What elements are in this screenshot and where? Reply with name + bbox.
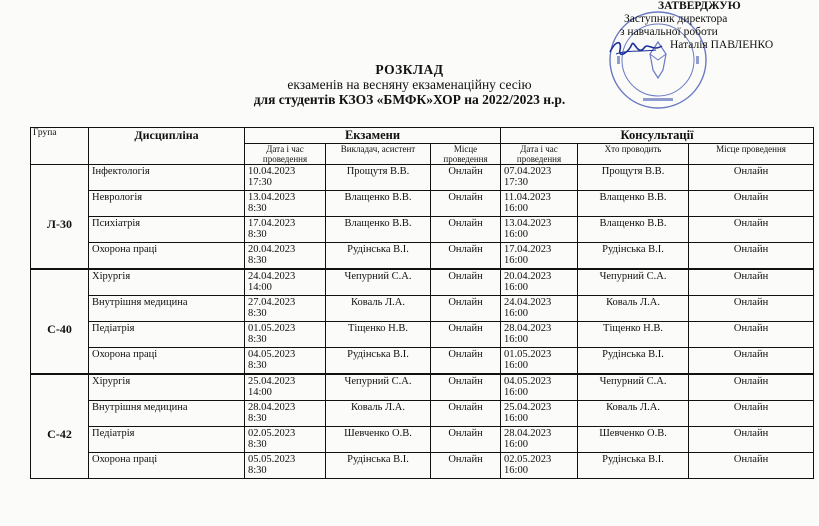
exam-time: 8:30: [248, 360, 267, 371]
approval-position: Заступник директора: [624, 13, 728, 25]
cons-date: 04.05.2023: [504, 376, 552, 387]
discipline: Охорона праці: [89, 243, 245, 270]
approval-header: ЗАТВЕРДЖУЮ: [658, 0, 741, 12]
cons-datetime: [501, 427, 578, 453]
cons-datetime: [501, 322, 578, 348]
exam-place: Онлайн: [431, 296, 501, 322]
cons-date: 07.04.2023: [504, 166, 552, 177]
exam-place: Онлайн: [431, 243, 501, 270]
header-exam-datetime: Дата і час проведення: [245, 144, 326, 165]
group-name: Л-30: [31, 165, 89, 270]
cons-place: Онлайн: [689, 191, 814, 217]
schedule-body: [31, 165, 814, 479]
cons-place: Онлайн: [689, 348, 814, 375]
exam-datetime: [245, 191, 326, 217]
exam-datetime: [245, 427, 326, 453]
cons-by: Чепурний С.А.: [578, 374, 689, 401]
discipline: Психіатрія: [89, 217, 245, 243]
discipline: Хірургія: [89, 374, 245, 401]
table-row: [31, 453, 814, 479]
group-name: С-40: [31, 269, 89, 374]
cons-time: 17:30: [504, 177, 528, 188]
cons-datetime: [501, 401, 578, 427]
exam-datetime: [245, 374, 326, 401]
cons-by: Рудінська В.І.: [578, 348, 689, 375]
exam-date: 20.04.2023: [248, 244, 296, 255]
examiner: Влащенко В.В.: [326, 217, 431, 243]
cons-datetime: [501, 296, 578, 322]
cons-datetime: [501, 348, 578, 375]
exam-date: 04.05.2023: [248, 349, 296, 360]
exam-datetime: [245, 401, 326, 427]
header-cons-datetime: Дата і час проведення: [501, 144, 578, 165]
discipline: Неврологія: [89, 191, 245, 217]
cons-date: 13.04.2023: [504, 218, 552, 229]
exam-datetime: [245, 348, 326, 375]
examiner: Тіщенко Н.В.: [326, 322, 431, 348]
header-consultations: Консультації: [501, 128, 814, 144]
exam-place: Онлайн: [431, 269, 501, 296]
cons-time: 16:00: [504, 334, 528, 345]
header-group: Група: [31, 128, 89, 165]
cons-place: Онлайн: [689, 427, 814, 453]
cons-time: 16:00: [504, 282, 528, 293]
cons-by: Шевченко О.В.: [578, 427, 689, 453]
discipline: Педіатрія: [89, 322, 245, 348]
cons-time: 16:00: [504, 465, 528, 476]
exam-date: 27.04.2023: [248, 297, 296, 308]
cons-by: Прощутя В.В.: [578, 165, 689, 191]
examiner: Коваль Л.А.: [326, 296, 431, 322]
discipline: Педіатрія: [89, 427, 245, 453]
header-cons-place: Місце проведення: [689, 144, 814, 165]
header-exams: Екзамени: [245, 128, 501, 144]
cons-date: 20.04.2023: [504, 271, 552, 282]
exam-date: 28.04.2023: [248, 402, 296, 413]
exam-date: 01.05.2023: [248, 323, 296, 334]
cons-by: Тіщенко Н.В.: [578, 322, 689, 348]
table-row: [31, 322, 814, 348]
cons-datetime: [501, 269, 578, 296]
exam-datetime: [245, 322, 326, 348]
table-row: [31, 269, 814, 296]
discipline: Внутрішня медицина: [89, 296, 245, 322]
exam-time: 8:30: [248, 439, 267, 450]
table-row: [31, 348, 814, 375]
cons-date: 02.05.2023: [504, 454, 552, 465]
cons-by: Чепурний С.А.: [578, 269, 689, 296]
cons-place: Онлайн: [689, 217, 814, 243]
discipline: Інфектологія: [89, 165, 245, 191]
discipline: Охорона праці: [89, 453, 245, 479]
exam-date: 13.04.2023: [248, 192, 296, 203]
cons-time: 16:00: [504, 229, 528, 240]
exam-time: 8:30: [248, 308, 267, 319]
title-line-2: екзаменів на весняну екзаменаційну сесію: [287, 77, 532, 92]
cons-date: 11.04.2023: [504, 192, 551, 203]
schedule-table: [30, 127, 814, 479]
examiner: Рудінська В.І.: [326, 348, 431, 375]
document-title: [0, 62, 819, 107]
title-line-1: РОЗКЛАД: [375, 62, 444, 77]
table-row: [31, 401, 814, 427]
exam-place: Онлайн: [431, 348, 501, 375]
header-cons-by: Хто проводить: [578, 144, 689, 165]
cons-datetime: [501, 374, 578, 401]
table-row: [31, 165, 814, 191]
approval-department: з навчальної роботи: [620, 26, 718, 38]
approval-block: [610, 0, 810, 52]
group-name: С-42: [31, 374, 89, 479]
header-discipline: Дисципліна: [89, 128, 245, 165]
exam-time: 17:30: [248, 177, 272, 188]
exam-date: 24.04.2023: [248, 271, 296, 282]
cons-time: 16:00: [504, 203, 528, 214]
discipline: Охорона праці: [89, 348, 245, 375]
exam-time: 14:00: [248, 387, 272, 398]
cons-datetime: [501, 217, 578, 243]
exam-datetime: [245, 296, 326, 322]
cons-by: Коваль Л.А.: [578, 401, 689, 427]
exam-datetime: [245, 269, 326, 296]
table-row: [31, 217, 814, 243]
exam-time: 8:30: [248, 203, 267, 214]
exam-place: Онлайн: [431, 401, 501, 427]
header-examiner: Викладач, асистент: [326, 144, 431, 165]
examiner: Чепурний С.А.: [326, 269, 431, 296]
examiner: Рудінська В.І.: [326, 243, 431, 270]
examiner: Шевченко О.В.: [326, 427, 431, 453]
exam-time: 8:30: [248, 334, 267, 345]
cons-place: Онлайн: [689, 374, 814, 401]
examiner: Рудінська В.І.: [326, 453, 431, 479]
cons-place: Онлайн: [689, 401, 814, 427]
cons-by: Рудінська В.І.: [578, 243, 689, 270]
discipline: Внутрішня медицина: [89, 401, 245, 427]
examiner: Коваль Л.А.: [326, 401, 431, 427]
exam-place: Онлайн: [431, 165, 501, 191]
cons-date: 28.04.2023: [504, 428, 552, 439]
cons-date: 28.04.2023: [504, 323, 552, 334]
exam-datetime: [245, 217, 326, 243]
cons-time: 16:00: [504, 255, 528, 266]
cons-time: 16:00: [504, 360, 528, 371]
cons-date: 24.04.2023: [504, 297, 552, 308]
table-row: [31, 374, 814, 401]
cons-date: 01.05.2023: [504, 349, 552, 360]
exam-date: 10.04.2023: [248, 166, 296, 177]
cons-time: 16:00: [504, 387, 528, 398]
exam-time: 14:00: [248, 282, 272, 293]
cons-by: Влащенко В.В.: [578, 217, 689, 243]
examiner: Прощутя В.В.: [326, 165, 431, 191]
exam-datetime: [245, 243, 326, 270]
cons-datetime: [501, 453, 578, 479]
exam-place: Онлайн: [431, 217, 501, 243]
cons-date: 25.04.2023: [504, 402, 552, 413]
cons-datetime: [501, 191, 578, 217]
cons-place: Онлайн: [689, 269, 814, 296]
exam-date: 25.04.2023: [248, 376, 296, 387]
exam-time: 8:30: [248, 255, 267, 266]
cons-place: Онлайн: [689, 296, 814, 322]
exam-date: 02.05.2023: [248, 428, 296, 439]
cons-place: Онлайн: [689, 243, 814, 270]
table-row: [31, 191, 814, 217]
cons-date: 17.04.2023: [504, 244, 552, 255]
cons-place: Онлайн: [689, 322, 814, 348]
examiner: Влащенко В.В.: [326, 191, 431, 217]
cons-place: Онлайн: [689, 165, 814, 191]
cons-time: 16:00: [504, 308, 528, 319]
exam-time: 8:30: [248, 465, 267, 476]
title-line-3: для студентів КЗОЗ «БМФК»ХОР на 2022/2023 н.р.: [253, 92, 566, 107]
exam-place: Онлайн: [431, 322, 501, 348]
cons-by: Влащенко В.В.: [578, 191, 689, 217]
exam-place: Онлайн: [431, 453, 501, 479]
exam-place: Онлайн: [431, 427, 501, 453]
examiner: Чепурний С.А.: [326, 374, 431, 401]
exam-datetime: [245, 453, 326, 479]
header-exam-place: Місце проведення: [431, 144, 501, 165]
cons-by: Рудінська В.І.: [578, 453, 689, 479]
exam-time: 8:30: [248, 413, 267, 424]
exam-datetime: [245, 165, 326, 191]
cons-datetime: [501, 243, 578, 270]
table-row: [31, 427, 814, 453]
cons-time: 16:00: [504, 439, 528, 450]
cons-datetime: [501, 165, 578, 191]
exam-date: 05.05.2023: [248, 454, 296, 465]
cons-by: Коваль Л.А.: [578, 296, 689, 322]
table-row: [31, 296, 814, 322]
discipline: Хірургія: [89, 269, 245, 296]
approval-name: Наталія ПАВЛЕНКО: [670, 39, 774, 51]
exam-place: Онлайн: [431, 374, 501, 401]
exam-date: 17.04.2023: [248, 218, 296, 229]
table-row: [31, 243, 814, 270]
exam-place: Онлайн: [431, 191, 501, 217]
cons-time: 16:00: [504, 413, 528, 424]
cons-place: Онлайн: [689, 453, 814, 479]
exam-time: 8:30: [248, 229, 267, 240]
